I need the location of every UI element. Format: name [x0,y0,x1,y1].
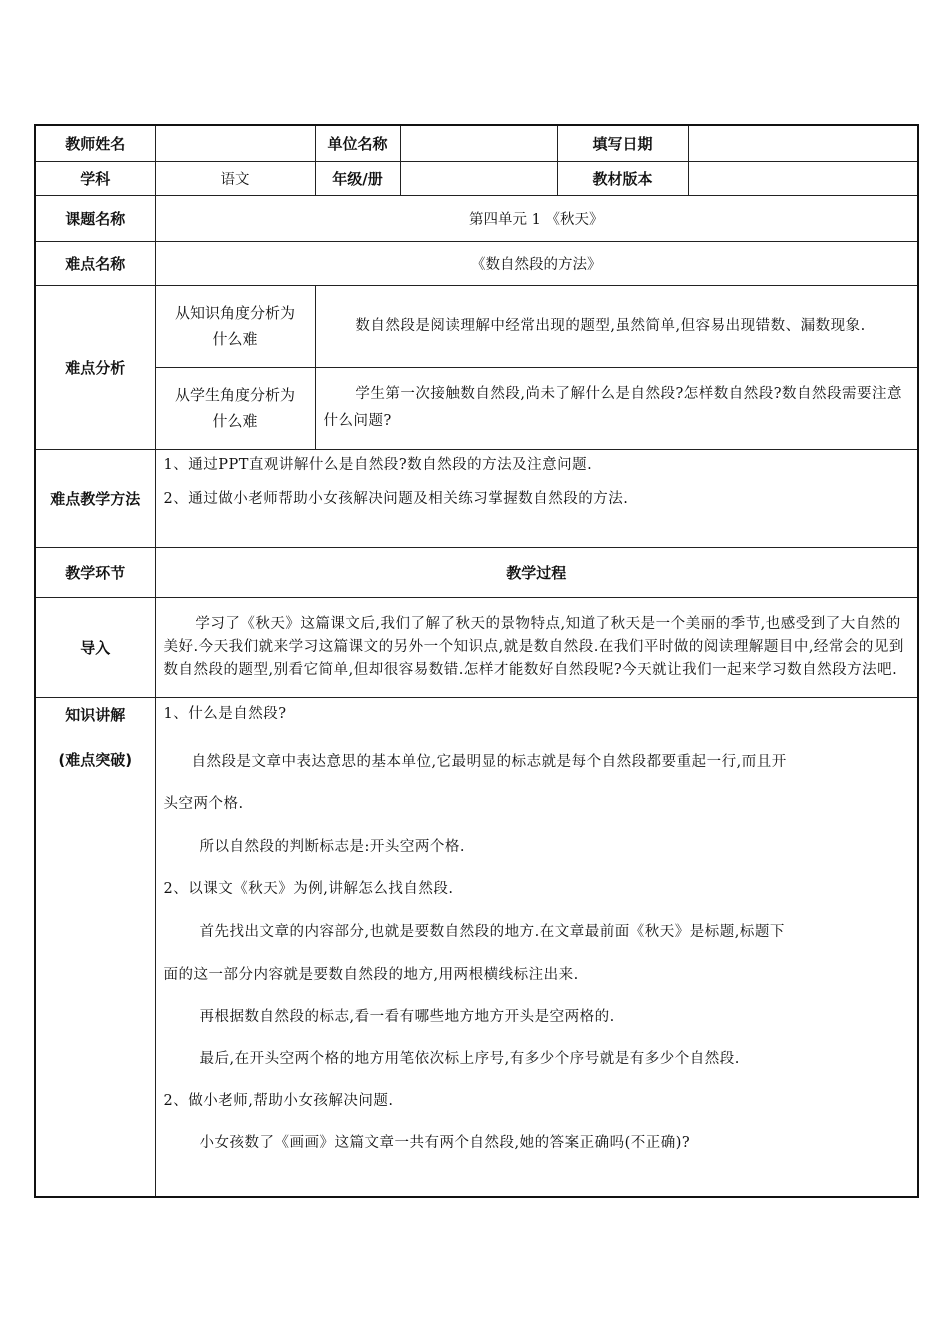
knowledge-line: 2、以课文《秋天》为例,讲解怎么找自然段. [163,880,454,897]
row-analysis-student [35,367,918,449]
method-label: 难点教学方法 [35,449,155,547]
row-topic [35,195,918,241]
topic-value[interactable]: 第四单元 1 《秋天》 [155,195,918,241]
knowledge-line: 小女孩数了《画画》这篇文章一共有两个自然段,她的答案正确吗(不正确)? [199,1134,691,1151]
method-item: 1、通过PPT直观讲解什么是自然段?数自然段的方法及注意问题. [163,456,593,473]
fill-date-label: 填写日期 [557,125,688,161]
knowledge-line: 首先找出文章的内容部分,也就是要数自然段的地方.在文章最前面《秋天》是标题,标题下 [199,923,785,940]
grade-value[interactable] [400,161,557,195]
knowledge-label: 知识讲解 [65,705,126,724]
difficulty-value[interactable]: 《数自然段的方法》 [155,241,918,285]
stage-header-label: 教学环节 [35,547,155,597]
knowledge-line: 自然段是文章中表达意思的基本单位,它最明显的标志就是每个自然段都要重起一行,而且开 [191,753,787,770]
student-angle-label: 从学生角度分析为什么难 [155,367,315,449]
grade-label: 年级/册 [315,161,400,195]
student-angle-text[interactable]: 学生第一次接触数自然段,尚未了解什么是自然段?怎样数自然段?数自然段需要注意什么问题? [315,367,918,449]
difficulty-label: 难点名称 [35,241,155,285]
row-knowledge [35,697,918,1197]
row-intro [35,597,918,697]
knowledge-line: 2、做小老师,帮助小女孩解决问题. [163,1092,394,1109]
teacher-name-label: 教师姓名 [35,125,155,161]
knowledge-line: 面的这一部分内容就是要数自然段的地方,用两根横线标注出来. [163,966,579,983]
knowledge-line: 1、什么是自然段? [163,705,287,722]
topic-label: 课题名称 [35,195,155,241]
knowledge-line: 最后,在开头空两个格的地方用笔依次标上序号,有多少个序号就是有多少个自然段. [199,1050,740,1067]
unit-name-value[interactable] [400,125,557,161]
unit-name-label: 单位名称 [315,125,400,161]
teacher-name-value[interactable] [155,125,315,161]
knowledge-content[interactable] [155,697,918,1197]
knowledge-line: 再根据数自然段的标志,看一看有哪些地方地方开头是空两格的. [199,1008,615,1025]
subject-value[interactable]: 语文 [155,161,315,195]
knowledge-angle-text[interactable]: 数自然段是阅读理解中经常出现的题型,虽然简单,但容易出现错数、漏数现象. [315,285,918,367]
knowledge-sublabel: (难点突破) [58,750,133,769]
edition-value[interactable] [688,161,918,195]
knowledge-label-cell [35,697,155,1197]
row-subject [35,161,918,195]
intro-label: 导入 [35,597,155,697]
method-content[interactable] [155,449,918,547]
row-teacher [35,125,918,161]
subject-label: 学科 [35,161,155,195]
row-method [35,449,918,547]
analysis-label: 难点分析 [35,285,155,449]
row-analysis-knowledge [35,285,918,367]
lesson-plan-table [34,124,919,1198]
process-header-label: 教学过程 [155,547,918,597]
row-process-header [35,547,918,597]
method-item: 2、通过做小老师帮助小女孩解决问题及相关练习掌握数自然段的方法. [163,490,629,507]
knowledge-line: 所以自然段的判断标志是:开头空两个格. [199,838,465,855]
knowledge-angle-label: 从知识角度分析为什么难 [155,285,315,367]
row-difficulty [35,241,918,285]
edition-label: 教材版本 [557,161,688,195]
knowledge-line: 头空两个格. [163,795,244,812]
lesson-plan-form [34,124,917,1198]
intro-text[interactable]: 学习了《秋天》这篇课文后,我们了解了秋天的景物特点,知道了秋天是一个美丽的季节,也感受到了大自然的美好.今天我们就来学习这篇课文的另外一个知识点,就是数自然段.在我们平时做的阅读理解题目中,经常会的见到数自然段的题型,别看它简单,但却很容易数错.怎样才能数好自然段呢?今天就让我们一起来学习数自然段方法吧. [155,597,918,697]
fill-date-value[interactable] [688,125,918,161]
